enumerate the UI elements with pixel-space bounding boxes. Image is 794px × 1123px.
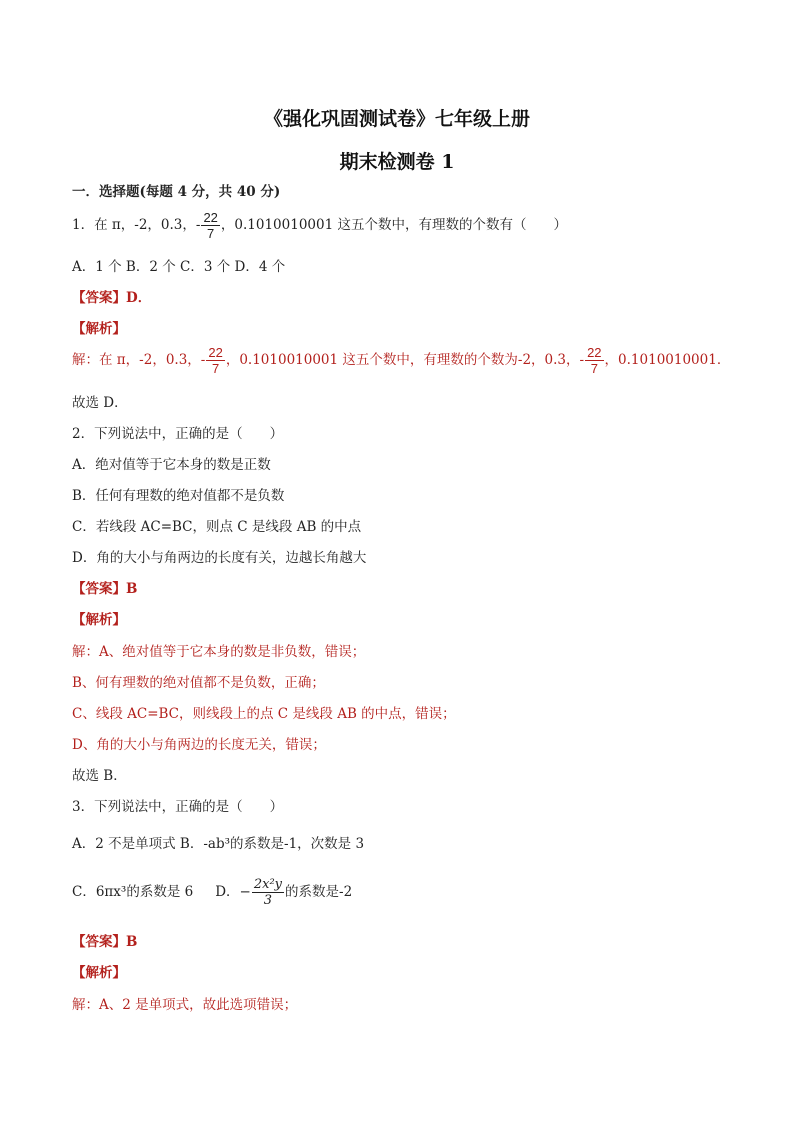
q2-solution-b: B、何有理数的绝对值都不是负数，正确； [72, 675, 325, 691]
q3-options-ab: A．2 不是单项式 B．-ab³的系数是-1，次数是 3 [72, 836, 365, 852]
q3-option-d-prefix: D．− [215, 884, 251, 900]
q1-options: A．1 个 B．2 个 C．3 个 D．4 个 [72, 259, 286, 275]
q1-answer: 【答案】D． [72, 290, 152, 306]
q3-stem: 3．下列说法中，正确的是（ ） [72, 799, 284, 815]
q2-option-b: B．任何有理数的绝对值都不是负数 [72, 488, 285, 504]
q1-sol-mid: ，0.1010010001 这五个数中，有理数的个数为-2，0.3，- [225, 352, 585, 368]
q1-sol-frac-den: 7 [211, 361, 220, 376]
document-title: 《强化巩固测试卷》七年级上册 [263, 108, 530, 130]
q1-analysis-label: 【解析】 [72, 321, 126, 337]
q1-sol-frac2-den: 7 [590, 361, 598, 376]
q3-option-d-suffix: 的系数是-2 [285, 884, 353, 900]
q2-solution-a: 解：A、绝对值等于它本身的数是非负数，错误； [72, 644, 366, 660]
q1-frac-num: 22 [203, 210, 218, 225]
section-heading: 一．选择题(每题 4 分，共 40 分) [72, 184, 281, 200]
q3-option-d-num: 2x²y [253, 877, 283, 892]
q2-option-d: D．角的大小与角两边的长度有关，边越长角越大 [72, 550, 367, 566]
q1-stem [72, 210, 567, 241]
q3-solution-a: 解：A、2 是单项式，故此选项错误； [72, 997, 298, 1013]
q1-conclusion: 故选 D． [72, 395, 128, 411]
q1-sol-fraction-1 [206, 345, 224, 376]
q1-stem-after: ，0.1010010001 这五个数中，有理数的个数有（ ） [220, 217, 567, 233]
q3-option-d-fraction [252, 877, 284, 908]
q2-solution-d: D、角的大小与角两边的长度无关，错误； [72, 737, 326, 753]
q3-option-d-den: 3 [263, 893, 273, 908]
q3-answer: 【答案】B [72, 934, 138, 950]
q2-option-a: A．绝对值等于它本身的数是正数 [72, 457, 271, 473]
q2-solution-c: C、线段 AC=BC，则线段上的点 C 是线段 AB 的中点，错误； [72, 706, 456, 722]
q1-sol-frac2-num: 22 [587, 345, 602, 360]
q2-conclusion: 故选 B． [72, 768, 127, 784]
q3-analysis-label: 【解析】 [72, 965, 126, 981]
q1-sol-after: ，0.1010010001． [604, 352, 731, 368]
q3-option-c: C．6πx³的系数是 6 [72, 884, 194, 900]
q1-sol-frac-num: 22 [208, 345, 223, 360]
q2-stem: 2．下列说法中，正确的是（ ） [72, 426, 284, 442]
q3-options-cd [72, 877, 352, 908]
q2-analysis-label: 【解析】 [72, 612, 126, 628]
q1-solution [72, 345, 730, 376]
q1-stem-before: 1．在 π，-2，0.3，- [72, 217, 201, 233]
q1-sol-before: 解：在 π，-2，0.3，- [72, 352, 206, 368]
q1-sol-fraction-2 [585, 345, 603, 376]
q2-answer: 【答案】B [72, 581, 138, 597]
q1-frac-den: 7 [207, 226, 215, 241]
q1-fraction [201, 210, 219, 241]
document-subtitle: 期末检测卷 1 [339, 151, 455, 173]
q2-option-c: C．若线段 AC=BC，则点 C 是线段 AB 的中点 [72, 519, 362, 535]
